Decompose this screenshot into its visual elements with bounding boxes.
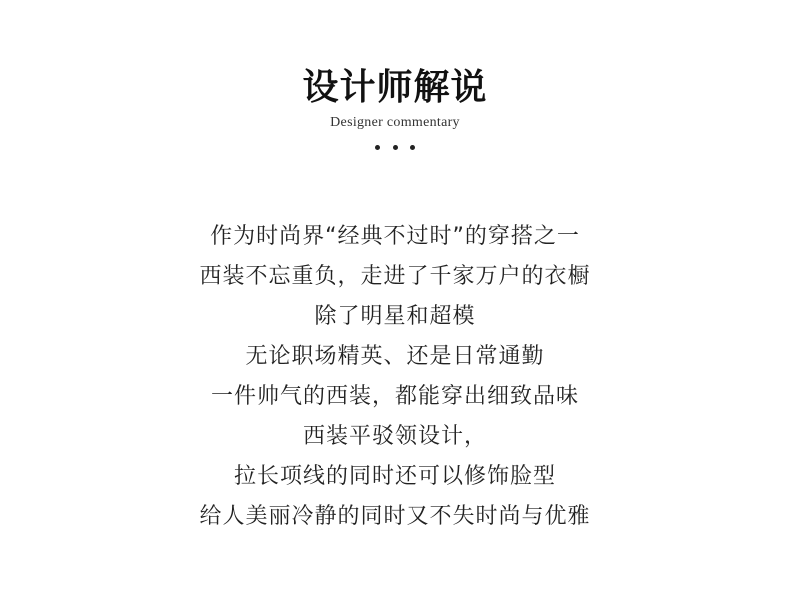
commentary-line: 一件帅气的西装，都能穿出细致品味: [210, 384, 579, 409]
ellipsis-divider: [375, 144, 415, 150]
page-subtitle: Designer commentary: [330, 115, 460, 130]
dot-icon: [410, 145, 415, 150]
commentary-line: 给人美丽冷静的同时又不失时尚与优雅: [199, 504, 591, 529]
commentary-line: 西装平驳领设计，: [302, 424, 487, 449]
header: [0, 64, 790, 150]
commentary-line: 拉长项线的同时还可以修饰脸型: [233, 464, 556, 489]
commentary-line: 无论职场精英、还是日常通勤: [245, 344, 545, 369]
commentary-line: 作为时尚界“经典不过时”的穿搭之一: [210, 224, 580, 249]
page-title: 设计师解说: [302, 67, 488, 108]
dot-icon: [393, 145, 398, 150]
commentary-line: 西装不忘重负，走进了千家万户的衣橱: [199, 264, 591, 289]
commentary-text: [0, 217, 790, 537]
dot-icon: [375, 145, 380, 150]
commentary-line: 除了明星和超模: [314, 304, 476, 329]
